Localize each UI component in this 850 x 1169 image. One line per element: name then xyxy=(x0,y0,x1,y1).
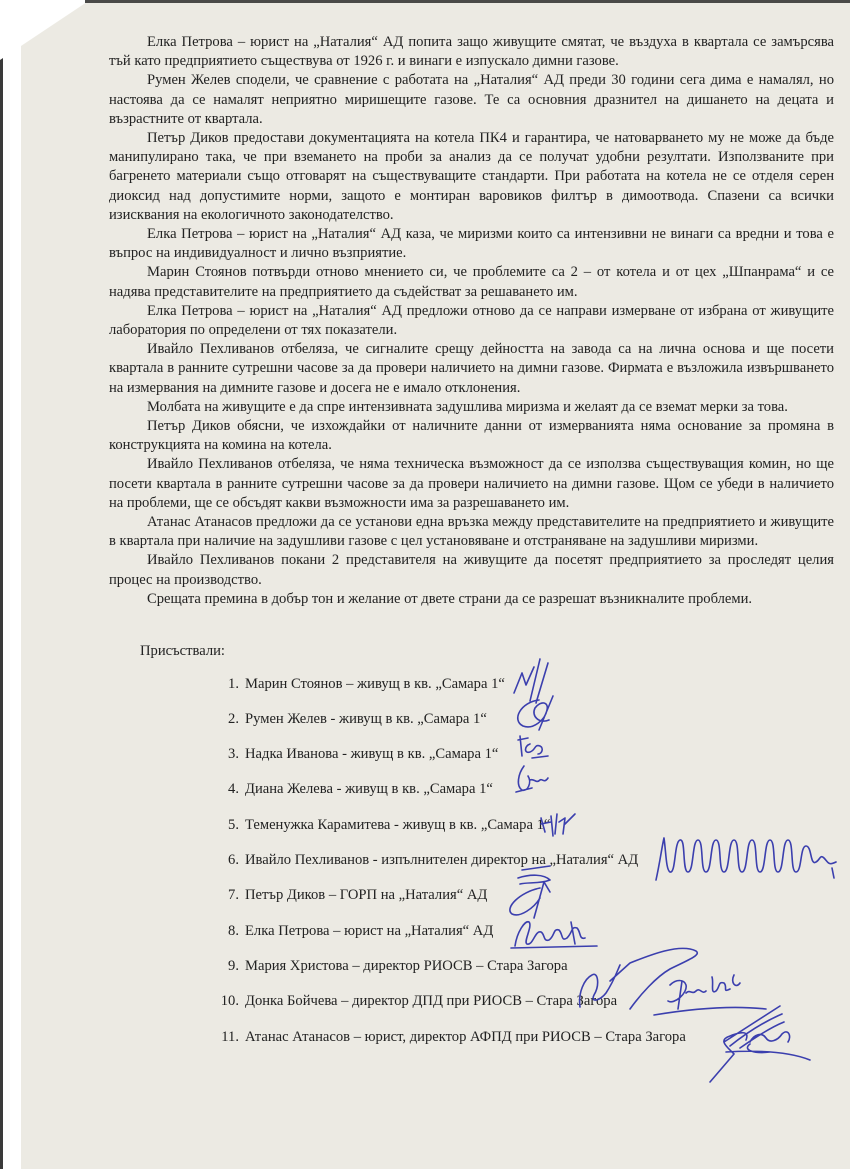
attendee-number: 4. xyxy=(228,781,239,797)
attendee-item xyxy=(215,746,498,763)
attendee-number: 8. xyxy=(228,923,239,939)
attendee-item xyxy=(215,817,550,834)
attendee-item xyxy=(215,993,617,1010)
attendee-number: 6. xyxy=(228,852,239,868)
attendee-name: Елка Петрова – юрист на „Наталия“ АД xyxy=(245,923,494,939)
paragraph: Молбата на живущите е да спре интензивната задушлива миризма и желаят да се вземат мерки за това. xyxy=(147,398,788,415)
paragraph: Елка Петрова – юрист на „Наталия“ АД каза, че миризми които са интензивни не винаги са вредни и това е въпрос на индивидуалност и лично възприятие. xyxy=(109,226,834,262)
attendee-name: Румен Желев - живущ в кв. „Самара 1“ xyxy=(245,711,487,727)
attendee-name: Теменужка Карамитева - живущ в кв. „Самара 1“ xyxy=(245,817,551,833)
attendee-item xyxy=(215,781,493,798)
paragraph: Елка Петрова – юрист на „Наталия“ АД предложи отново да се направи измерване от избрана от живущите лаборатория по определени от тях показатели. xyxy=(109,302,834,339)
signature-3 xyxy=(510,730,560,765)
attendee-number: 5. xyxy=(228,817,239,833)
attendee-number: 3. xyxy=(228,746,239,762)
scan-margin xyxy=(3,0,21,1169)
attendee-item xyxy=(215,958,568,975)
attendee-name: Петър Диков – ГОРП на „Наталия“ АД xyxy=(245,887,488,903)
attendee-item xyxy=(215,923,493,940)
attendee-name: Марин Стоянов – живущ в кв. „Самара 1“ xyxy=(245,676,505,692)
attendee-item xyxy=(215,711,487,728)
paragraph: Марин Стоянов потвърди отново мнението си, че проблемите са 2 – от котела и от цех „Шпанрама“ и се надява представителите на предприятието да съдействат за решаването им. xyxy=(109,264,834,300)
attendee-number: 7. xyxy=(228,887,239,903)
attendee-name: Атанас Атанасов – юрист, директор АФПД при РИОСВ – Стара Загора xyxy=(245,1029,686,1045)
attendee-name: Донка Бойчева – директор ДПД при РИОСВ – Стара Загора xyxy=(245,993,618,1009)
paragraph: Петър Диков обясни, че изхождайки от наличните данни от измерванията няма основание за промяна в конструкцията на комина на котела. xyxy=(109,418,834,454)
attendee-number: 10. xyxy=(220,993,239,1009)
paragraph: Атанас Атанасов предложи да се установи една връзка между представителите на предприятието и живущите в квартала при наличие на задушливи газове с цел установяване и отстраняване на задушливи миризми. xyxy=(109,514,834,550)
attendee-item xyxy=(215,887,487,904)
attendee-item xyxy=(215,676,505,693)
signature-6 xyxy=(652,832,847,887)
paragraph: Петър Диков предостави документацията на котела ПК4 и гарантира, че натоварването му не може да бъде манипулирано така, че при вземането на проби за анализ да се получат удобни резултати. Използваните при багренето материали също отговарят на съществуващите стандарти. При работата на котела не се отделя серен диоксид над допустимите норми, защото е монтиран варовиков филтър в димоотвода. Спазени са всички изисквания на екологичното законодателство. xyxy=(109,130,834,223)
paragraph: Ивайло Пехливанов покани 2 представителя на живущите да посетят предприятието за проследят целия процес на производство. xyxy=(109,552,834,588)
attendee-number: 1. xyxy=(228,676,239,692)
attendees-heading: Присъствали: xyxy=(140,643,225,659)
minutes-body xyxy=(109,33,834,609)
paragraph: Срещата премина в добър тон и желание от двете страни да се разрешат възникналите проблеми. xyxy=(147,590,753,607)
signature-5 xyxy=(535,808,585,843)
signature-2 xyxy=(505,690,575,735)
paragraph: Ивайло Пехливанов отбеляза, че няма техническа възможност да се използва съществуващия комин, но ще посети квартала в ранните сутрешни часове за да провери наличието на димни газове. Щом се убеди в наличието на проблеми, ще се обсъдят какви възможности има за разрешаването им. xyxy=(109,456,834,511)
scan-corner-fold xyxy=(0,0,90,60)
scan-top-edge xyxy=(85,0,850,3)
attendee-name: Ивайло Пехливанов - изпълнителен директор на „Наталия“ АД xyxy=(245,852,639,868)
attendee-name: Надка Иванова - живущ в кв. „Самара 1“ xyxy=(245,746,499,762)
paragraph: Ивайло Пехливанов отбеляза, че сигналите срещу дейността на завода са на лична основа и ще посети квартала в ранните сутрешни часове за да провери наличието на димни газове. Фирмата е възложила извършването на измервания на димните газове и досега не е имало отклонения. xyxy=(109,341,834,396)
signature-4 xyxy=(510,762,560,797)
attendee-name: Диана Желева - живущ в кв. „Самара 1“ xyxy=(245,781,493,797)
attendee-number: 9. xyxy=(228,958,239,974)
attendee-number: 11. xyxy=(221,1029,239,1045)
paragraph: Елка Петрова – юрист на „Наталия“ АД попита защо живущите смятат, че въздуха в квартала се замърсява тъй като предприятието съществува от 1926 г. и винаги е изпускало димни газове. xyxy=(109,34,834,70)
attendee-item xyxy=(215,1029,686,1046)
attendee-number: 2. xyxy=(228,711,239,727)
attendee-item xyxy=(215,852,638,869)
signature-11 xyxy=(670,1000,850,1085)
paragraph: Румен Желев сподели, че сравнение с работата на „Наталия“ АД преди 30 години сега дима е намалял, но настоява да се намалят неприятно миришещите газове. Те са основния дразнител на дишането на децата и възрастните от квартала. xyxy=(109,72,834,127)
attendee-name: Мария Христова – директор РИОСВ – Стара Загора xyxy=(245,958,568,974)
